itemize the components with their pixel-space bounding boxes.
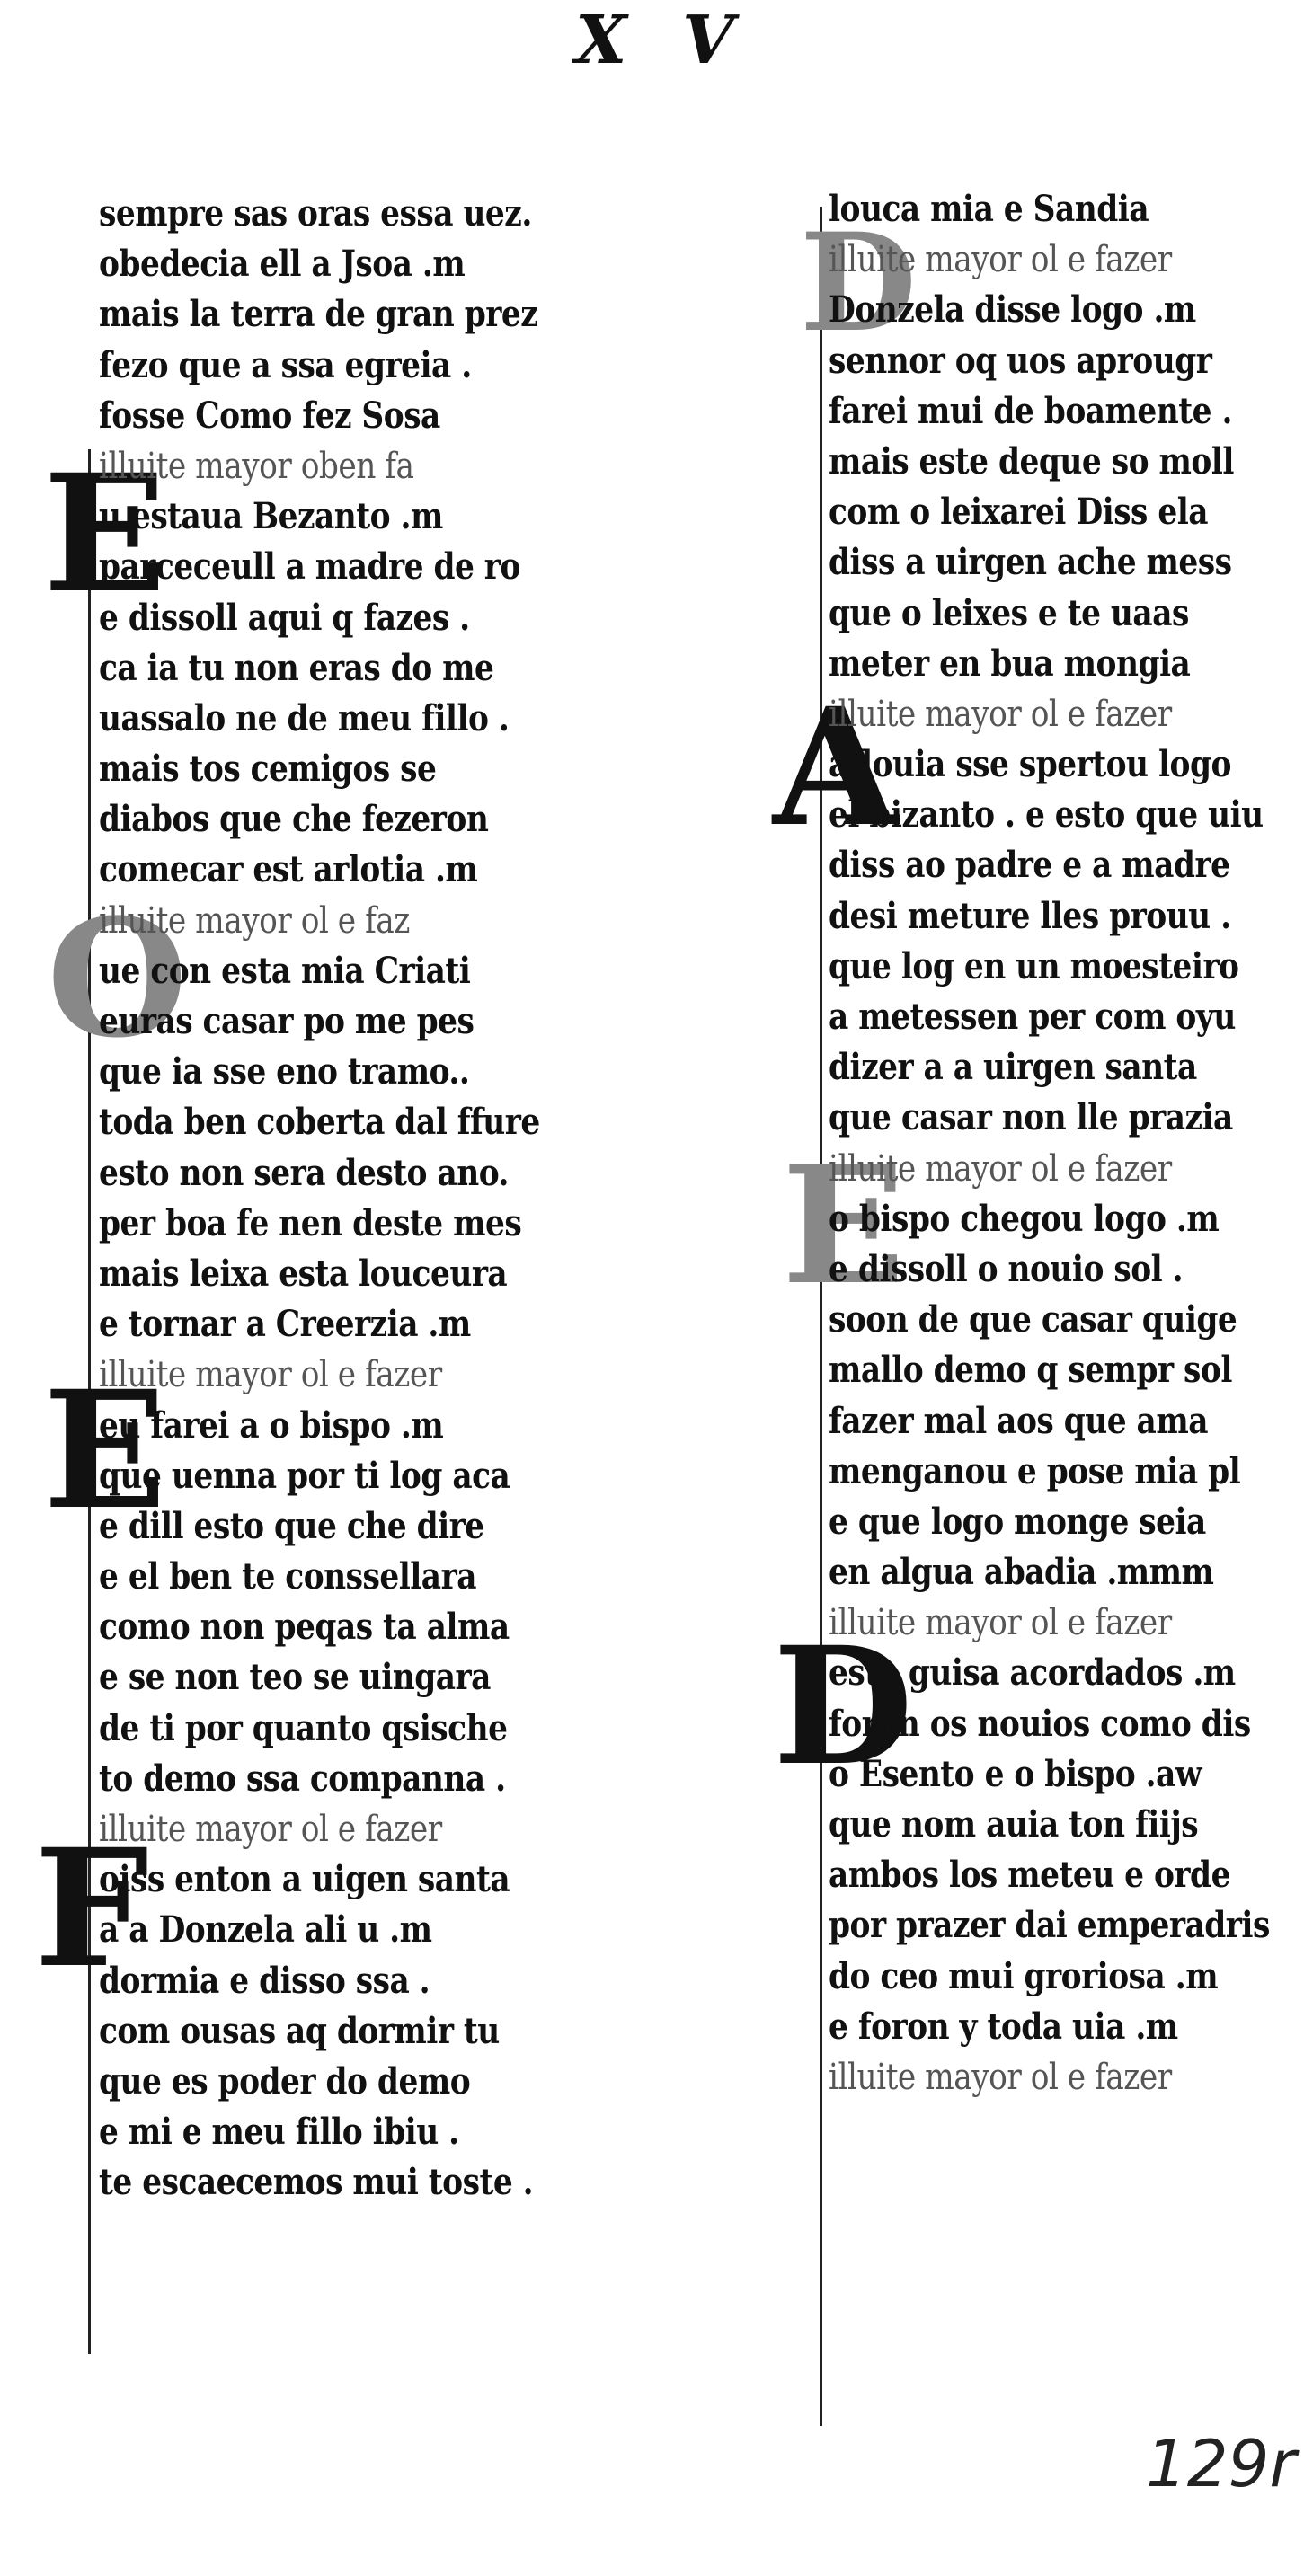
text-line: que uenna por ti log aca [99, 1454, 510, 1497]
text-line: uassalo ne de meu fillo . [99, 696, 510, 739]
text-line: sempre sas oras essa uez. [99, 192, 532, 235]
text-line: euras casar po me pes [99, 1000, 475, 1042]
text-line: desi meture lles prouu . [829, 894, 1231, 937]
text-line: fosse Como fez Sosa [99, 394, 440, 437]
text-line: como non peqas ta alma [99, 1606, 510, 1649]
text-line: mais la terra de gran prez [99, 293, 538, 336]
text-line: per boa fe nen deste mes [99, 1201, 522, 1244]
text-line: el bizanto . e esto que uiu [829, 793, 1264, 837]
text-line: dizer a a uirgen santa [829, 1046, 1197, 1089]
text-line: en algua abadia .mmm [829, 1551, 1214, 1594]
text-line: esto non sera desto ano. [99, 1151, 510, 1194]
text-line: o bispo chegou logo .m [829, 1197, 1220, 1240]
text-line: de ti por quanto qsische [99, 1706, 508, 1749]
text-line: illuite mayor ol e fazer [829, 693, 1172, 735]
text-line: a metessen per com oyu [829, 996, 1236, 1038]
text-line: farei mui de boamente . [829, 389, 1232, 432]
text-line: illuite mayor ol e fazer [99, 1354, 442, 1396]
left-text-column [99, 189, 540, 2209]
initial-letter: E [43, 439, 167, 629]
text-line: e foron y toda uia .m [829, 2005, 1178, 2048]
text-line: e dissoll o nouio sol . [829, 1247, 1184, 1290]
text-line: illuite mayor ol e fazer [829, 239, 1172, 281]
text-line: e el ben te conssellara [99, 1555, 476, 1598]
text-line: e que logo monge seia [829, 1500, 1206, 1543]
text-line: diabos que che fezeron [99, 798, 489, 841]
text-line: fezo que a ssa egreia . [99, 343, 472, 386]
text-line: mais leixa esta louceura [99, 1252, 508, 1295]
text-line: illuite mayor ol e fazer [829, 2056, 1172, 2098]
text-line: e se non teo se uingara [99, 1656, 491, 1699]
initial-letter: D [800, 204, 918, 362]
initial-letter: E [43, 1356, 167, 1545]
text-line: com o leixarei Diss ela [829, 491, 1209, 534]
text-line: e tornar a Creerzia .m [99, 1303, 471, 1346]
text-line: toda ben coberta dal ffure [99, 1101, 540, 1144]
text-line: ue con esta mia Criati [99, 949, 471, 992]
text-line: sennor oq uos aprougr [829, 339, 1212, 382]
folio-mark: X V [575, 2, 750, 79]
text-line: oiss enton a uigen santa [99, 1858, 510, 1901]
text-line: que es poder do demo [99, 2059, 471, 2102]
text-line: dormia e disso ssa . [99, 1959, 430, 2002]
text-line: que ia sse eno tramo.. [99, 1050, 470, 1093]
text-line: eu farei a o bispo .m [99, 1403, 444, 1447]
folio-number: 129r [1146, 2426, 1297, 2501]
text-line: menganou e pose mia pl [829, 1449, 1241, 1492]
text-line: o Esento e o bispo .aw [829, 1752, 1202, 1795]
text-line: fazer mal aos que ama [829, 1399, 1208, 1442]
text-line: que o leixes e te uaas [829, 591, 1189, 634]
text-line: to demo ssa companna . [99, 1757, 506, 1800]
text-line: que casar non lle prazia [829, 1096, 1233, 1139]
text-line: esta guisa acordados .m [829, 1651, 1236, 1695]
text-line: a a Donzela ali u .m [99, 1908, 432, 1952]
text-line: do ceo mui groriosa .m [829, 1954, 1219, 1997]
text-line: ambos los meteu e orde [829, 1854, 1230, 1897]
text-line: parceceull a madre de ro [99, 545, 520, 589]
initial-letter: A [773, 673, 899, 863]
text-line: illuite mayor ol e fazer [829, 1602, 1172, 1644]
text-line: meter en bua mongia [829, 642, 1191, 685]
initial-letter: E [782, 1131, 906, 1321]
text-line: mais tos cemigos se [99, 748, 437, 791]
text-line: com ousas aq dormir tu [99, 2009, 500, 2052]
text-line: foron os nouios como dis [829, 1702, 1251, 1745]
text-line: illuite mayor oben fa [99, 445, 414, 487]
text-line: por prazer dai emperadris [829, 1904, 1270, 1947]
text-line: ca ia tu non eras do me [99, 646, 494, 689]
text-line: e dill esto que che dire [99, 1504, 484, 1547]
text-line: que nom auia ton fiijs [829, 1803, 1199, 1846]
initial-letter: O [47, 884, 188, 1074]
text-line: e dissoll aqui q fazes . [99, 596, 470, 639]
text-line: mallo demo q sempr sol [829, 1349, 1232, 1392]
text-line: Donzela disse logo .m [829, 288, 1196, 332]
text-line: u estaua Bezanto .m [99, 495, 443, 538]
right-text-column [829, 184, 1270, 2102]
text-line: mais este deque so moll [829, 439, 1234, 482]
text-line: soon de que casar quige [829, 1298, 1237, 1341]
initial-letter: F [34, 1814, 149, 2004]
text-line: diss a uirgen ache mess [829, 541, 1232, 584]
text-line: illuite mayor ol e faz [99, 899, 410, 942]
text-line: e mi e meu fillo ibiu . [99, 2111, 459, 2154]
text-line: diss ao padre e a madre [829, 844, 1230, 887]
text-line: illuite mayor ol e fazer [99, 1809, 442, 1850]
text-line: louca mia e Sandia [829, 188, 1149, 230]
initial-letter: D [773, 1612, 914, 1801]
text-line: que log en un moesteiro [829, 944, 1239, 987]
text-line: te escaecemos mui toste . [99, 2161, 534, 2204]
text-line: aflouia sse spertou logo [829, 743, 1231, 786]
text-line: illuite mayor ol e fazer [829, 1147, 1172, 1190]
text-line: comecar est arlotia .m [99, 848, 478, 891]
text-line: obedecia ell a Jsoa .m [99, 243, 466, 286]
